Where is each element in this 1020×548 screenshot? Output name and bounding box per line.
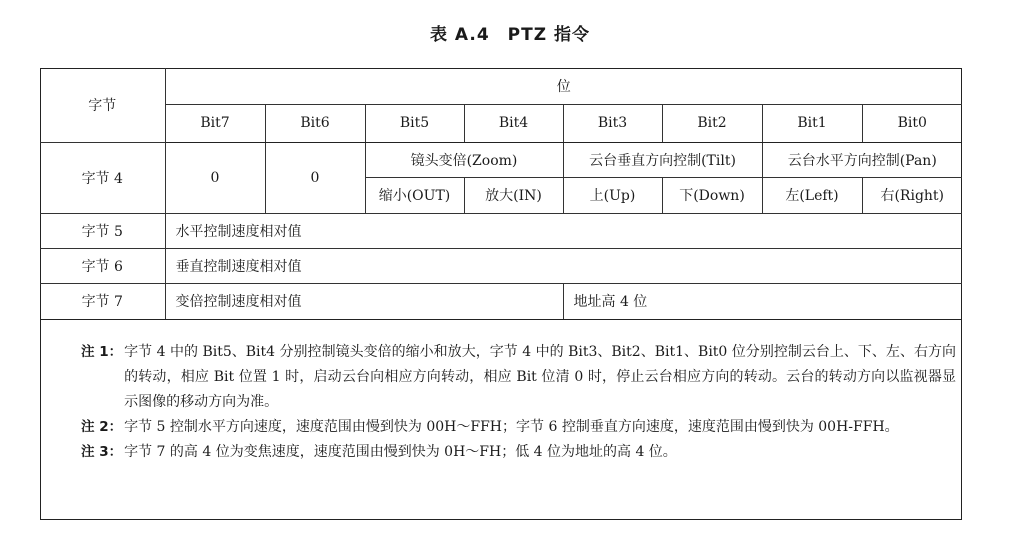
note-2-text: 字节 5 控制水平方向速度，速度范围由慢到快为 00H～FFH；字节 6 控制垂直方向速度，速度范围由慢到快为 00H-FFH。	[124, 419, 899, 435]
zoom-in: 放大(IN)	[464, 177, 563, 213]
pan-group: 云台水平方向控制(Pan)	[762, 142, 962, 177]
notes-section	[81, 340, 956, 465]
note-1	[81, 340, 956, 415]
byte7-label: 字节 7	[40, 283, 165, 319]
note-1-label: 注 1：	[81, 344, 123, 360]
zoom-group: 镜头变倍(Zoom)	[365, 142, 563, 177]
tilt-group: 云台垂直方向控制(Tilt)	[563, 142, 762, 177]
note-3	[81, 440, 956, 465]
header-bit6: Bit6	[265, 104, 365, 142]
pan-left: 左(Left)	[762, 177, 862, 213]
header-bit3: Bit3	[563, 104, 662, 142]
byte6-value: 垂直控制速度相对值	[165, 248, 962, 283]
header-bit2: Bit2	[662, 104, 762, 142]
ptz-command-table	[40, 68, 962, 320]
byte6-label: 字节 6	[40, 248, 165, 283]
tilt-up: 上(Up)	[563, 177, 662, 213]
header-bit5: Bit5	[365, 104, 464, 142]
header-bit: 位	[165, 68, 962, 104]
byte5-label: 字节 5	[40, 213, 165, 248]
note-2	[81, 415, 956, 440]
note-1-text: 字节 4 中的 Bit5、Bit4 分别控制镜头变倍的缩小和放大，字节 4 中的 Bit3、Bit2、Bit1、Bit0 位分别控制云台上、下、左、右方向的转动，相应 Bit 位置 1 时，启动云台向相应方向转动，相应 Bit 位清 0 时，停止云台相应方向的转动。云台的转动方向以监视器显示图像的移动方向为准。	[124, 344, 956, 410]
header-byte: 字节	[40, 68, 165, 142]
byte5-value: 水平控制速度相对值	[165, 213, 962, 248]
header-bit7: Bit7	[165, 104, 265, 142]
tilt-down: 下(Down)	[662, 177, 762, 213]
zoom-out: 缩小(OUT)	[365, 177, 464, 213]
byte4-bit6: 0	[265, 142, 365, 213]
header-bit4: Bit4	[464, 104, 563, 142]
byte4-bit7: 0	[165, 142, 265, 213]
header-bit1: Bit1	[762, 104, 862, 142]
byte7-value2: 地址高 4 位	[563, 283, 962, 319]
table-title: 表 A.4 PTZ 指令	[430, 25, 590, 45]
byte7-value: 变倍控制速度相对值	[165, 283, 563, 319]
note-2-label: 注 2：	[81, 419, 123, 435]
note-3-text: 字节 7 的高 4 位为变焦速度，速度范围由慢到快为 0H～FH；低 4 位为地址的高 4 位。	[124, 444, 677, 460]
header-bit0: Bit0	[862, 104, 962, 142]
byte4-label: 字节 4	[40, 142, 165, 213]
note-3-label: 注 3：	[81, 444, 123, 460]
pan-right: 右(Right)	[862, 177, 962, 213]
